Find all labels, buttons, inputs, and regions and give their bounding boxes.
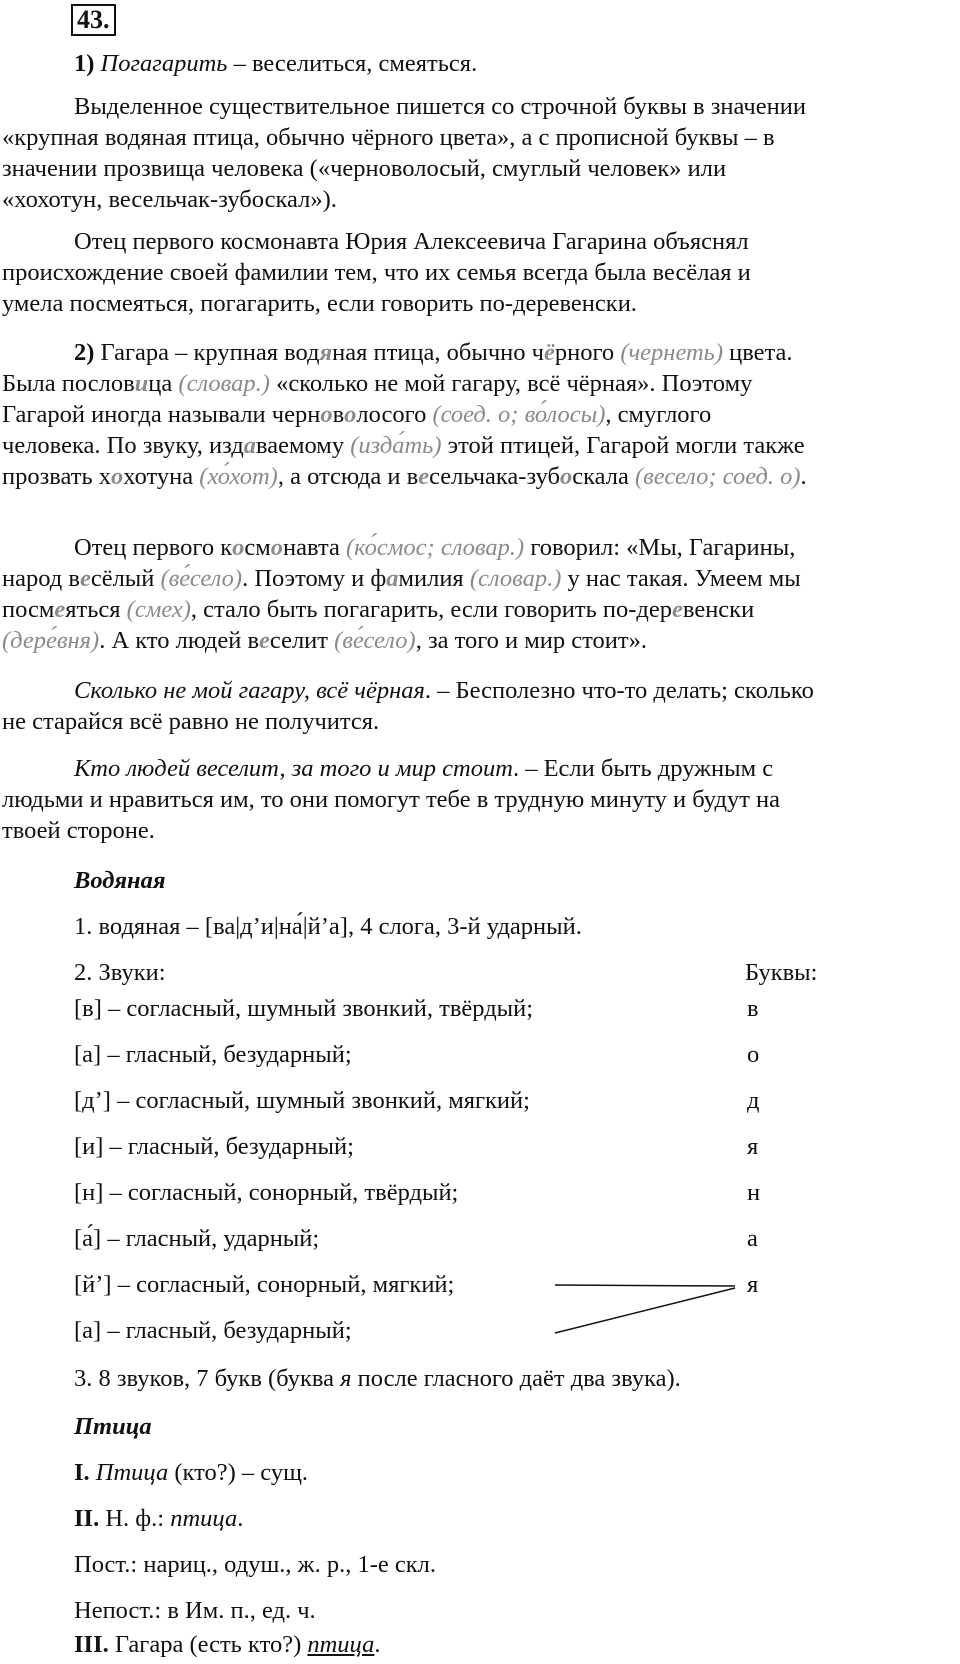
highlighted-letter: ё [544, 339, 555, 366]
text: человека. По звуку, изд [2, 432, 244, 459]
letter-cell: в [747, 995, 759, 1022]
text: прозвать х [2, 463, 112, 490]
highlighted-letter: и [134, 370, 149, 397]
check-word: (словар.) [469, 565, 562, 592]
text: цвета. [723, 339, 793, 366]
check-word: (хо́хот) [199, 463, 278, 490]
text-line: «крупная водяная птица, обычно чёрного цвета», а с прописной буквы – в [2, 124, 775, 151]
text: . – Бесполезно что-то делать; сколько [424, 677, 814, 704]
text: этой птицей, Гагарой могли также [441, 432, 805, 459]
text-line: значении прозвища человека («черноволосый, смуглый человек» или [2, 155, 727, 182]
check-word: (ве́село) [334, 627, 416, 654]
text: – веселиться, смеяться. [227, 50, 478, 77]
text: 3. 8 звуков, 7 букв (буква [74, 1365, 341, 1392]
roman-number: III. [74, 1631, 109, 1658]
check-word: (весело; соед. о) [635, 463, 801, 490]
task-number: 43. [71, 4, 116, 36]
highlighted-letter: е [79, 565, 91, 592]
text: милия [398, 565, 470, 592]
text: народ в [2, 565, 80, 592]
text: . [237, 1505, 244, 1532]
check-word: (соед. о; во́лосы) [432, 401, 606, 428]
proverb: Сколько не мой гагару, всё чёрная [74, 677, 425, 704]
highlighted-letter: е [672, 596, 683, 623]
text: ваемому [256, 432, 351, 459]
highlighted-letter: я [319, 339, 333, 366]
text: посм [2, 596, 55, 623]
text-line: умела посмеяться, погагарить, если говорить по-деревенски. [2, 290, 637, 317]
analysis-line [74, 1456, 308, 1489]
text: после гласного даёт два звука). [351, 1365, 681, 1392]
analysis-line [74, 1502, 243, 1535]
section-heading: Птица [74, 1413, 152, 1440]
text: , а отсюда и в [277, 463, 419, 490]
analysis-line: Непост.: в Им. п., ед. ч. [74, 1597, 316, 1624]
text-line: людьми и нравиться им, то они помогут тебе в трудную минуту и будут на [2, 786, 781, 813]
check-word: (изда́ть) [350, 432, 442, 459]
sounds-label: 2. Звуки: [74, 959, 166, 986]
letter-example: я [340, 1365, 352, 1392]
analysis-line: Пост.: нариц., одуш., ж. р., 1-е скл. [74, 1551, 437, 1578]
highlighted-letter: о [270, 534, 284, 561]
text: (кто?) – сущ. [168, 1459, 309, 1486]
text: в [332, 401, 345, 428]
text: венски [682, 596, 755, 623]
text: сёлый [90, 565, 161, 592]
text: см [244, 534, 271, 561]
connector-line-upper [555, 1285, 735, 1286]
summary-line [74, 1362, 681, 1395]
text: говорил: «Мы, Гагарины, [524, 534, 796, 561]
roman-number: II. [74, 1505, 100, 1532]
proverb: Кто людей веселит, за того и мир стоит [74, 755, 513, 782]
text: яться [65, 596, 127, 623]
text: Гагарой иногда называли черн [2, 401, 321, 428]
letter-cell: д [747, 1087, 760, 1114]
check-word: (смех) [126, 596, 191, 623]
section-heading: Водяная [74, 867, 166, 894]
sound-row: [а́] – гласный, ударный; [74, 1225, 320, 1252]
roman-number: I. [74, 1459, 90, 1486]
text: рного [554, 339, 621, 366]
sound-row: [а] – гласный, безударный; [74, 1041, 352, 1068]
highlighted-letter: о [560, 463, 573, 490]
connector-line-lower [555, 1288, 735, 1333]
text: Была послов [2, 370, 135, 397]
sound-row: [д’] – согласный, шумный звонкий, мягкий; [74, 1087, 530, 1114]
text: Гагара – крупная вод [100, 339, 320, 366]
text: сельчака-зуб [429, 463, 561, 490]
letter-cell: а [747, 1225, 758, 1252]
check-word: (дере́вня) [2, 627, 100, 654]
highlighted-letter: е [418, 463, 430, 490]
text: . [800, 463, 807, 490]
term: птица [170, 1505, 238, 1532]
text-line: Выделенное существительное пишется со строчной буквы в значении [74, 93, 806, 120]
sound-row: [и] – гласный, безударный; [74, 1133, 354, 1160]
text: Отец первого к [74, 534, 233, 561]
text: , стало быть погагарить, если говорить по-дер [190, 596, 673, 623]
check-word: (ко́смос; словар.) [345, 534, 525, 561]
text-line: происхождение своей фамилии тем, что их семья всегда была весёлая и [2, 259, 751, 286]
text-line: твоей стороне. [2, 817, 155, 844]
text: Гагара (есть кто?) [114, 1631, 308, 1658]
text: скала [572, 463, 635, 490]
highlighted-letter: о [232, 534, 245, 561]
sound-row: [н] – согласный, сонорный, твёрдый; [74, 1179, 459, 1206]
text: . Поэтому и ф [242, 565, 387, 592]
item-number: 2) [74, 339, 95, 366]
check-word: (словар.) [178, 370, 270, 397]
text: навта [283, 534, 346, 561]
letter-cell: я [747, 1133, 759, 1160]
text: . А кто людей в [99, 627, 260, 654]
check-word: (ве́село) [160, 565, 243, 592]
sound-row: [в] – согласный, шумный звонкий, твёрдый; [74, 995, 534, 1022]
text: «сколько не мой гагару, всё чёрная». Поэтому [269, 370, 753, 397]
sound-row: [а] – гласный, безударный; [74, 1317, 352, 1344]
highlighted-letter: о [111, 463, 124, 490]
highlighted-letter: а [386, 565, 399, 592]
highlighted-letter: е [259, 627, 270, 654]
sound-row: [й’] – согласный, сонорный, мягкий; [74, 1271, 455, 1298]
text-line: не старайся всё равно не получится. [2, 708, 380, 735]
text: лосого [356, 401, 433, 428]
text: ная птица, обычно ч [332, 339, 544, 366]
letter-cell: я [747, 1271, 759, 1298]
text: , за того и мир стоит». [415, 627, 647, 654]
text: ца [148, 370, 179, 397]
analysis-line [74, 1628, 380, 1661]
text: , смуглого [605, 401, 712, 428]
underlined-term: птица [307, 1631, 375, 1658]
text-line: Отец первого космонавта Юрия Алексеевича Гагарина объяснял [74, 228, 749, 255]
text: селит [269, 627, 335, 654]
item-number: 1) [74, 50, 95, 77]
text: . [374, 1631, 381, 1658]
text: у нас такая. Умеем мы [561, 565, 801, 592]
syllable-line: 1. водяная – [ва|д’и|на́|й’а], 4 слога, 3-й ударный. [74, 913, 582, 940]
highlighted-letter: о [344, 401, 357, 428]
text-line: «хохотун, весельчак-зубоскал»). [2, 186, 337, 213]
term: Птица [95, 1459, 169, 1486]
letter-cell: н [747, 1179, 761, 1206]
text: Н. ф.: [105, 1505, 171, 1532]
text: . – Если быть дружным с [512, 755, 774, 782]
letters-label: Буквы: [745, 959, 818, 986]
text: хотуна [123, 463, 200, 490]
highlighted-letter: о [320, 401, 333, 428]
highlighted-letter: е [54, 596, 66, 623]
check-word: (чернеть) [620, 339, 723, 366]
term: Погагарить [100, 50, 228, 77]
letter-cell: о [747, 1041, 760, 1068]
highlighted-letter: а [243, 432, 257, 459]
